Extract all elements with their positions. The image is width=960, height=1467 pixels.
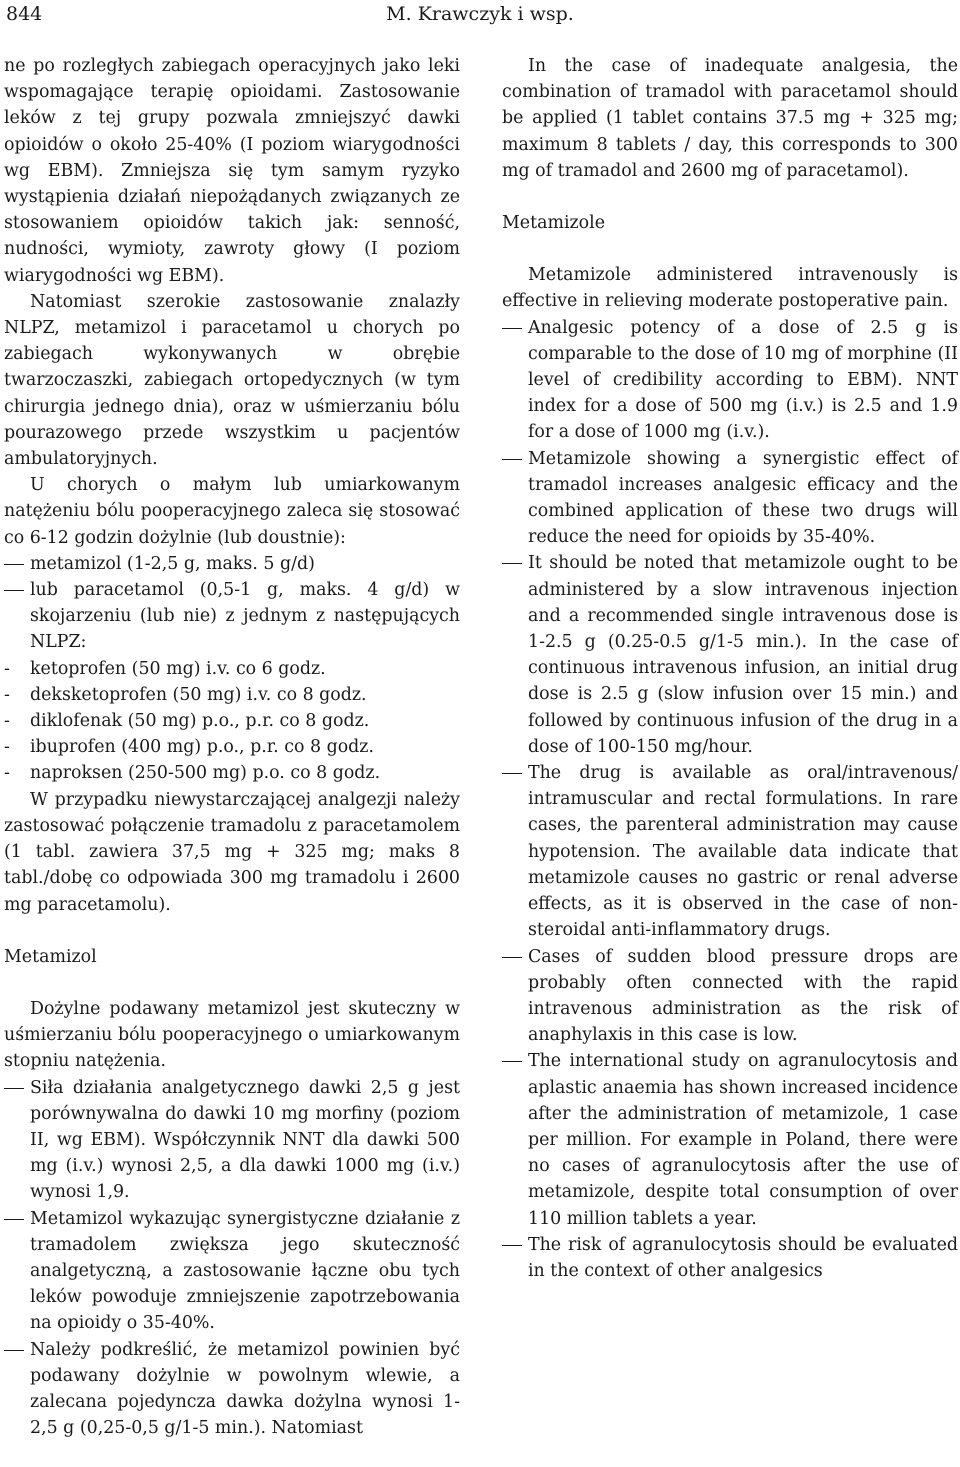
list-item: Analgesic potency of a dose of 2.5 g is comparable to the dose of 10 mg of morphine (II level of credibility according to EBM). NNT index for a dose of 500 mg (i.v.) is 2.5 and 1.9 for a dose of 1000 mg (i.v.). [502, 315, 958, 446]
list-item: - ibuprofen (400 mg) p.o., p.r. co 8 godz. [4, 734, 460, 760]
list-item: lub paracetamol (0,5-1 g, maks. 4 g/d) w skojarzeniu (lub nie) z jednym z następujących NLPZ: [4, 577, 460, 656]
list-item: The risk of agranulocytosis should be evaluated in the context of other analgesics [502, 1232, 958, 1284]
list-item: Metamizole showing a synergistic effect of tramadol increases analgesic efficacy and the combined application of these two drugs will reduce the need for opioids by 35-40%. [502, 446, 958, 551]
list-item: Należy podkreślić, że metamizol powinien być podawany dożylnie w powolnym wlewie, a zalecana pojedyncza dawka dożylna wynosi 1-2,5 g (0,25-0,5 g/1-5 min.). Natomiast [4, 1337, 460, 1442]
right-intro-paragraph: In the case of inadequate analgesia, the combination of tramadol with paracetamol should be applied (1 tablet contains 37.5 mg + 325 mg; maximum 8 tablets / day, this corresponds to 300 mg of tramadol and 2600 mg of paracetamol). [502, 56, 958, 181]
list-item: The drug is available as oral/intravenous/ intramuscular and rectal formulations. In rare cases, the parenteral administration may cause hypotension. The available data indicate that metamizole causes no gastric or renal adverse effects, as it is observed in the case of non-steroidal anti-inflammatory drugs. [502, 760, 958, 943]
list-item: Cases of sudden blood pressure drops are probably often connected with the rapid intravenous administration as the risk of anaphylaxis in this case is low. [502, 944, 958, 1049]
left-bullet-list [4, 1075, 460, 1442]
list-item: The international study on agranulocytosis and aplastic anaemia has shown increased incidence after the administration of metamizole, 1 case per million. For example in Poland, there were no cases of agranulocytosis after the use of metamizole, despite total consumption of over 110 million tablets a year. [502, 1048, 958, 1231]
right-paragraph-2: Metamizole administered intravenously is effective in relieving moderate postoperative pain. [502, 265, 958, 312]
page-number: 844 [6, 3, 43, 25]
page-header [0, 0, 960, 40]
left-paragraph-5: Dożylne podawany metamizol jest skuteczny w uśmierzaniu bólu pooperacyjnego o umiarkowanym stopniu natężenia. [4, 998, 460, 1072]
list-item: - ketoprofen (50 mg) i.v. co 6 godz. [4, 656, 460, 682]
section-heading: Metamizole [502, 213, 605, 234]
list-item: - naproksen (250-500 mg) p.o. co 8 godz. [4, 760, 460, 786]
left-column [4, 53, 460, 1441]
nsaid-list [4, 656, 460, 787]
list-item: - diklofenak (50 mg) p.o., p.r. co 8 godz. [4, 708, 460, 734]
left-dash-list [4, 551, 460, 656]
left-intro-paragraph: ne po rozległych zabiegach operacyjnych jako leki wspomagające terapię opioidami. Zastosowanie leków z tej grupy pozwala zmniejszyć dawki opioidów o około 25-40% (I poziom wiarygodności wg EBM). Zmniejsza się tym samym ryzyko wystąpienia działań niepożądanych związanych ze stosowaniem opioidów takich jak: senność, nudności, wymioty, zawroty głowy (I poziom wiarygodności wg EBM). [4, 56, 460, 286]
list-item: metamizol (1-2,5 g, maks. 5 g/d) [4, 551, 460, 577]
left-paragraph-2: Natomiast szerokie zastosowanie znalazły NLPZ, metamizol i paracetamol u chorych po zabiegach wykonywanych w obrębie twarzoczaszki, zabiegach ortopedycznych (w tym chirurgia jednego dnia), oraz w uśmierzaniu bólu pourazowego przede wszystkim u pacjentów ambulatoryjnych. [4, 291, 460, 470]
section-heading: Metamizol [4, 946, 97, 967]
left-paragraph-3: U chorych o małym lub umiarkowanym natężeniu bólu pooperacyjnego zaleca się stosować co 6-12 godzin dożylnie (lub doustnie): [4, 475, 460, 548]
left-paragraph-4: W przypadku niewystarczającej analgezji należy zastosować połączenie tramadolu z paracetamolem (1 tabl. zawiera 37,5 mg + 325 mg; maks 8 tabl./dobę co odpowiada 300 mg tramadolu i 2600 mg paracetamolu). [4, 789, 460, 915]
running-head: M. Krawczyk i wsp. [386, 3, 574, 25]
right-column [502, 53, 958, 1284]
list-item: Siła działania analgetycznego dawki 2,5 g jest porównywalna do dawki 10 mg morfiny (poziom II, wg EBM). Współczynnik NNT dla dawki 500 mg (i.v.) wynosi 2,5, a dla dawki 1000 mg (i.v.) wynosi 1,9. [4, 1075, 460, 1206]
list-item: Metamizol wykazując synergistyczne działanie z tramadolem zwiększa jego skuteczność analgetyczną, a zastosowanie łączne obu tych leków powoduje zmniejszenie zapotrzebowania na opioidy o 35-40%. [4, 1206, 460, 1337]
list-item: - deksketoprofen (50 mg) i.v. co 8 godz. [4, 682, 460, 708]
right-bullet-list [502, 315, 958, 1285]
list-item: It should be noted that metamizole ought to be administered by a slow intravenous injection and a recommended single intravenous dose is 1-2.5 g (0.25-0.5 g/1-5 min.). In the case of continuous intravenous infusion, an initial drug dose is 2.5 g (slow infusion over 15 min.) and followed by continuous infusion of the drug in a dose of 100-150 mg/hour. [502, 550, 958, 760]
